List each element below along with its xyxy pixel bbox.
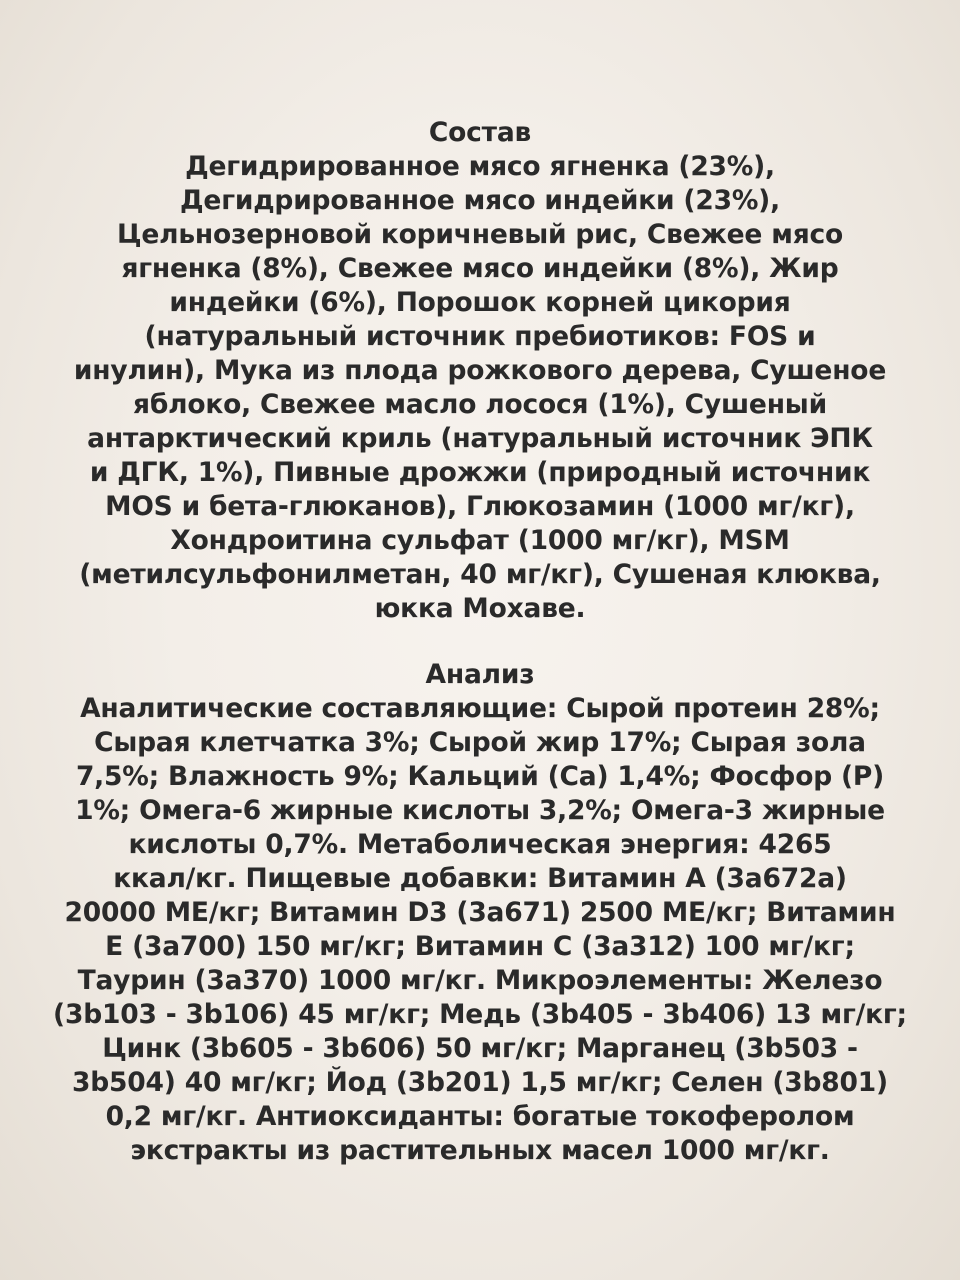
composition-line: антарктический криль (натуральный источник ЭПК	[87, 423, 873, 454]
analysis-line: экстракты из растительных масел 1000 мг/кг.	[130, 1135, 830, 1166]
composition-line: Цельнозерновой коричневый рис, Свежее мясо	[116, 219, 844, 250]
composition-line: MOS и бета-глюканов), Глюкозамин (1000 мг/кг),	[105, 491, 855, 522]
composition-line: инулин), Мука из плода рожкового дерева, Сушеное	[73, 355, 887, 386]
analysis-line: (3b103 - 3b106) 45 мг/кг; Медь (3b405 - 3b406) 13 мг/кг;	[53, 999, 907, 1030]
analysis-section	[16, 658, 944, 1168]
composition-line: (метилсульфонилметан, 40 мг/кг), Сушеная клюква,	[79, 559, 881, 590]
analysis-line: Сырая клетчатка 3%; Сырой жир 17%; Сырая зола	[94, 727, 866, 758]
analysis-line: Цинк (3b605 - 3b606) 50 мг/кг; Марганец (3b503 -	[102, 1033, 858, 1064]
analysis-line: 20000 МЕ/кг; Витамин D3 (3a671) 2500 МЕ/кг; Витамин	[64, 897, 896, 928]
analysis-line: ккал/кг. Пищевые добавки: Витамин A (3a672a)	[113, 863, 847, 894]
composition-line: (натуральный источник пребиотиков: FOS и	[144, 321, 816, 352]
composition-heading: Состав	[428, 117, 532, 148]
composition-section	[16, 116, 944, 626]
analysis-line: 0,2 мг/кг. Антиоксиданты: богатые токоферолом	[105, 1101, 855, 1132]
composition-line: юкка Мохаве.	[374, 593, 586, 624]
composition-line: и ДГК, 1%), Пивные дрожжи (природный источник	[89, 457, 871, 488]
composition-line: индейки (6%), Порошок корней цикория	[169, 287, 791, 318]
analysis-line: Таурин (3a370) 1000 мг/кг. Микроэлементы: Железо	[77, 965, 883, 996]
composition-line: яблоко, Свежее масло лосося (1%), Сушеный	[133, 389, 827, 420]
analysis-line: Аналитические составляющие: Сырой протеин 28%;	[80, 693, 880, 724]
analysis-line: 1%; Омега-6 жирные кислоты 3,2%; Омега-3 жирные	[75, 795, 885, 826]
composition-line: ягненка (8%), Свежее мясо индейки (8%), Жир	[121, 253, 839, 284]
analysis-line: кислоты 0,7%. Метаболическая энергия: 4265	[128, 829, 832, 860]
composition-line: Хондроитина сульфат (1000 мг/кг), MSM	[170, 525, 790, 556]
analysis-line: 7,5%; Влажность 9%; Кальций (Ca) 1,4%; Фосфор (P)	[75, 761, 885, 792]
composition-line: Дегидрированное мясо индейки (23%),	[180, 185, 780, 216]
analysis-heading: Анализ	[425, 659, 535, 690]
analysis-line: 3b504) 40 мг/кг; Йод (3b201) 1,5 мг/кг; Селен (3b801)	[72, 1067, 888, 1098]
analysis-line: E (3a700) 150 мг/кг; Витамин C (3a312) 100 мг/кг;	[105, 931, 855, 962]
composition-line: Дегидрированное мясо ягненка (23%),	[185, 151, 775, 182]
